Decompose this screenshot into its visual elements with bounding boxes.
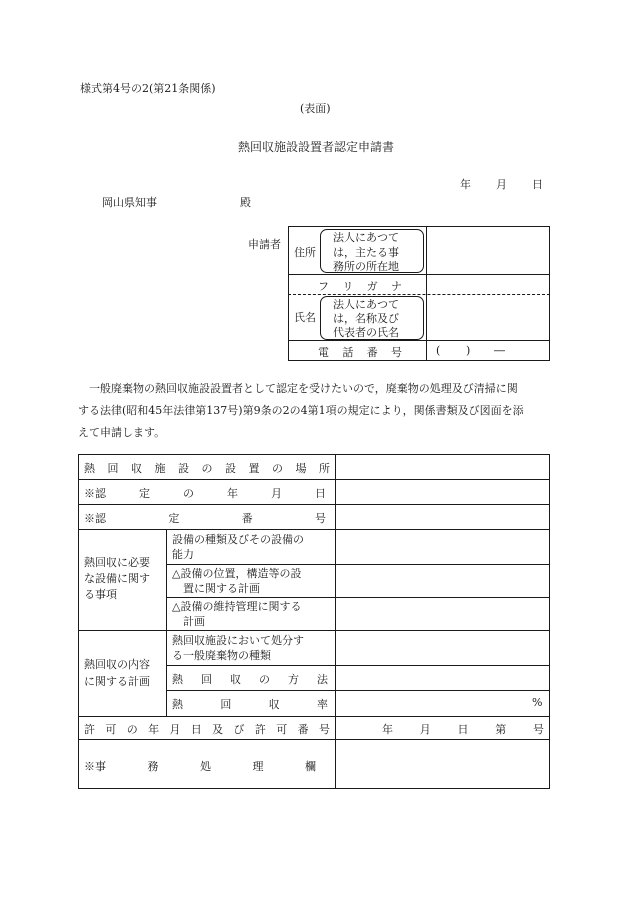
statement-line: 一般廃棄物の熱回収施設設置者として認定を受けたいので，廃棄物の処理及び清掃に関 xyxy=(89,382,518,395)
permit-char: 年 xyxy=(148,723,160,736)
cert-date-char: ※認 xyxy=(84,487,106,500)
location-char: 収 xyxy=(131,462,142,475)
permit-char: 可 xyxy=(105,723,117,736)
office-char: ※事 xyxy=(84,760,106,773)
rate-unit: % xyxy=(532,696,543,709)
permit-char: 許 xyxy=(254,723,266,736)
cert-date-char: の xyxy=(183,487,194,500)
phone-label-char: 電 xyxy=(318,346,329,359)
method-char: 収 xyxy=(230,673,241,686)
phone-open-paren: ( xyxy=(436,344,441,357)
equipment-group-label xyxy=(84,555,150,603)
rate-char: 収 xyxy=(268,698,280,711)
equipment-maintenance-label xyxy=(172,599,301,629)
cert-date-char: 月 xyxy=(271,487,282,500)
addressee: 岡山県知事 xyxy=(102,196,157,209)
equipment-maintenance-field[interactable] xyxy=(337,599,547,629)
phone-dash: ― xyxy=(494,344,505,357)
cert-date-char: 定 xyxy=(139,487,150,500)
location-char: 所 xyxy=(319,462,330,475)
furigana-label xyxy=(318,278,402,294)
method-char: 法 xyxy=(317,673,328,686)
equipment-group-line: 熱回収に必要 xyxy=(84,556,150,569)
equipment-type-label xyxy=(172,532,304,562)
cert-number-char: 定 xyxy=(168,512,180,525)
form-number: 様式第4号の2(第21条関係) xyxy=(80,82,216,95)
permit-char: 日 xyxy=(190,723,202,736)
name-label: 氏名 xyxy=(294,311,316,324)
address-note-line-2: は，主たる事 xyxy=(333,246,399,259)
phone-field[interactable] xyxy=(428,342,548,359)
permit-value[interactable] xyxy=(382,721,544,737)
equipment-maintenance-line: △設備の維持管理に関する xyxy=(172,600,302,613)
equipment-position-label xyxy=(172,566,301,596)
location-char: 施 xyxy=(154,462,166,475)
location-char: 設 xyxy=(225,462,236,475)
equipment-group-line: る事項 xyxy=(84,588,117,601)
method-char: 方 xyxy=(288,673,299,686)
cert-number-label xyxy=(84,510,326,526)
location-char: 置 xyxy=(248,462,260,475)
phone-label-char: 話 xyxy=(342,346,354,359)
furigana-field[interactable] xyxy=(428,276,548,293)
permit-number-suffix: 号 xyxy=(533,723,544,736)
location-char: 熱 xyxy=(84,462,95,475)
method-char: 熱 xyxy=(172,673,183,686)
address-label: 住所 xyxy=(294,246,316,259)
permit-char: 及 xyxy=(212,723,224,736)
location-char: の xyxy=(272,462,283,475)
equipment-type-field[interactable] xyxy=(337,531,547,563)
application-statement xyxy=(78,378,550,444)
furigana-char: リ xyxy=(342,280,354,293)
permit-year: 年 xyxy=(382,723,393,736)
equipment-maintenance-line: 計画 xyxy=(183,615,205,628)
equipment-group-line: な設備に関す xyxy=(84,572,150,585)
permit-number-prefix: 第 xyxy=(495,723,507,736)
permit-label xyxy=(84,721,330,737)
cert-date-field[interactable] xyxy=(337,481,547,503)
phone-label-char: 番 xyxy=(366,346,378,359)
location-char: の xyxy=(201,462,213,475)
phone-label xyxy=(318,344,402,360)
name-note-line-2: は，名称及び xyxy=(333,312,399,325)
office-field[interactable] xyxy=(337,741,547,787)
cert-number-char: ※認 xyxy=(84,512,106,525)
cert-date-char: 年 xyxy=(227,487,238,500)
name-note-line-1: 法人にあつて xyxy=(333,298,399,311)
cert-number-char: 番 xyxy=(241,512,253,525)
document-title: 熱回収施設設置者認定申請書 xyxy=(238,140,395,154)
content-group-line: 熱回収の内容 xyxy=(84,658,150,671)
applicant-label: 申請者 xyxy=(248,238,281,251)
office-label xyxy=(84,758,316,774)
permit-char: び xyxy=(233,723,245,736)
method-field[interactable] xyxy=(337,667,547,689)
location-label xyxy=(84,460,330,476)
waste-type-label xyxy=(172,633,304,663)
office-char: 務 xyxy=(147,760,159,773)
office-char: 欄 xyxy=(305,760,316,773)
permit-char: 号 xyxy=(318,723,330,736)
content-group-label xyxy=(84,656,150,690)
method-char: 回 xyxy=(201,673,212,686)
method-label xyxy=(172,671,328,687)
permit-char: の xyxy=(126,723,138,736)
cert-number-field[interactable] xyxy=(337,506,547,528)
office-char: 処 xyxy=(200,760,211,773)
equipment-position-field[interactable] xyxy=(337,566,547,596)
method-char: の xyxy=(259,673,270,686)
rate-char: 熱 xyxy=(172,698,183,711)
honorific: 殿 xyxy=(240,196,251,209)
equipment-type-line: 設備の種類及びその設備の xyxy=(172,533,304,546)
waste-type-line: る一般廃棄物の種類 xyxy=(172,649,271,662)
phone-label-char: 号 xyxy=(390,346,402,359)
waste-type-field[interactable] xyxy=(337,632,547,664)
page-side-label: (表面) xyxy=(300,102,331,115)
name-field[interactable] xyxy=(428,296,548,339)
permit-char: 許 xyxy=(84,723,95,736)
location-char: 設 xyxy=(178,462,189,475)
date-month: 月 xyxy=(496,178,507,191)
cert-number-char: 号 xyxy=(314,512,326,525)
statement-line: えて申請します。 xyxy=(78,426,166,439)
furigana-char: ナ xyxy=(390,280,402,293)
address-note-line-1: 法人にあつて xyxy=(333,231,399,244)
permit-month: 月 xyxy=(419,723,431,736)
office-char: 理 xyxy=(252,760,264,773)
location-char: 場 xyxy=(295,462,307,475)
permit-char: 番 xyxy=(297,723,309,736)
equipment-position-line: △設備の位置，構造等の設 xyxy=(172,567,302,580)
date-year: 年 xyxy=(460,178,471,191)
phone-close-paren: ) xyxy=(466,344,471,357)
location-field[interactable] xyxy=(337,456,547,478)
rate-char: 回 xyxy=(220,698,232,711)
name-note-line-3: 代表者の氏名 xyxy=(333,326,399,339)
furigana-char: フ xyxy=(318,280,329,293)
statement-line: する法律(昭和45年法律第137号)第9条の2の4第1項の規定により，関係書類及び図面を添 xyxy=(78,404,524,417)
permit-char: 月 xyxy=(169,723,181,736)
cert-date-label xyxy=(84,485,326,501)
cert-date-char: 日 xyxy=(315,487,326,500)
content-group-line: に関する計画 xyxy=(84,675,150,688)
rate-label xyxy=(172,696,328,712)
address-field[interactable] xyxy=(428,228,548,273)
date-day: 日 xyxy=(532,178,543,191)
rate-char: 率 xyxy=(316,698,328,711)
waste-type-line: 熱回収施設において処分す xyxy=(172,634,304,647)
permit-char: 可 xyxy=(276,723,288,736)
equipment-position-line: 置に関する計画 xyxy=(183,582,260,595)
address-note-line-3: 務所の所在地 xyxy=(333,260,399,273)
location-char: 回 xyxy=(107,462,119,475)
permit-day: 日 xyxy=(457,723,469,736)
rate-field[interactable] xyxy=(337,692,529,715)
equipment-type-line: 能力 xyxy=(172,548,194,561)
furigana-char: ガ xyxy=(366,280,378,293)
